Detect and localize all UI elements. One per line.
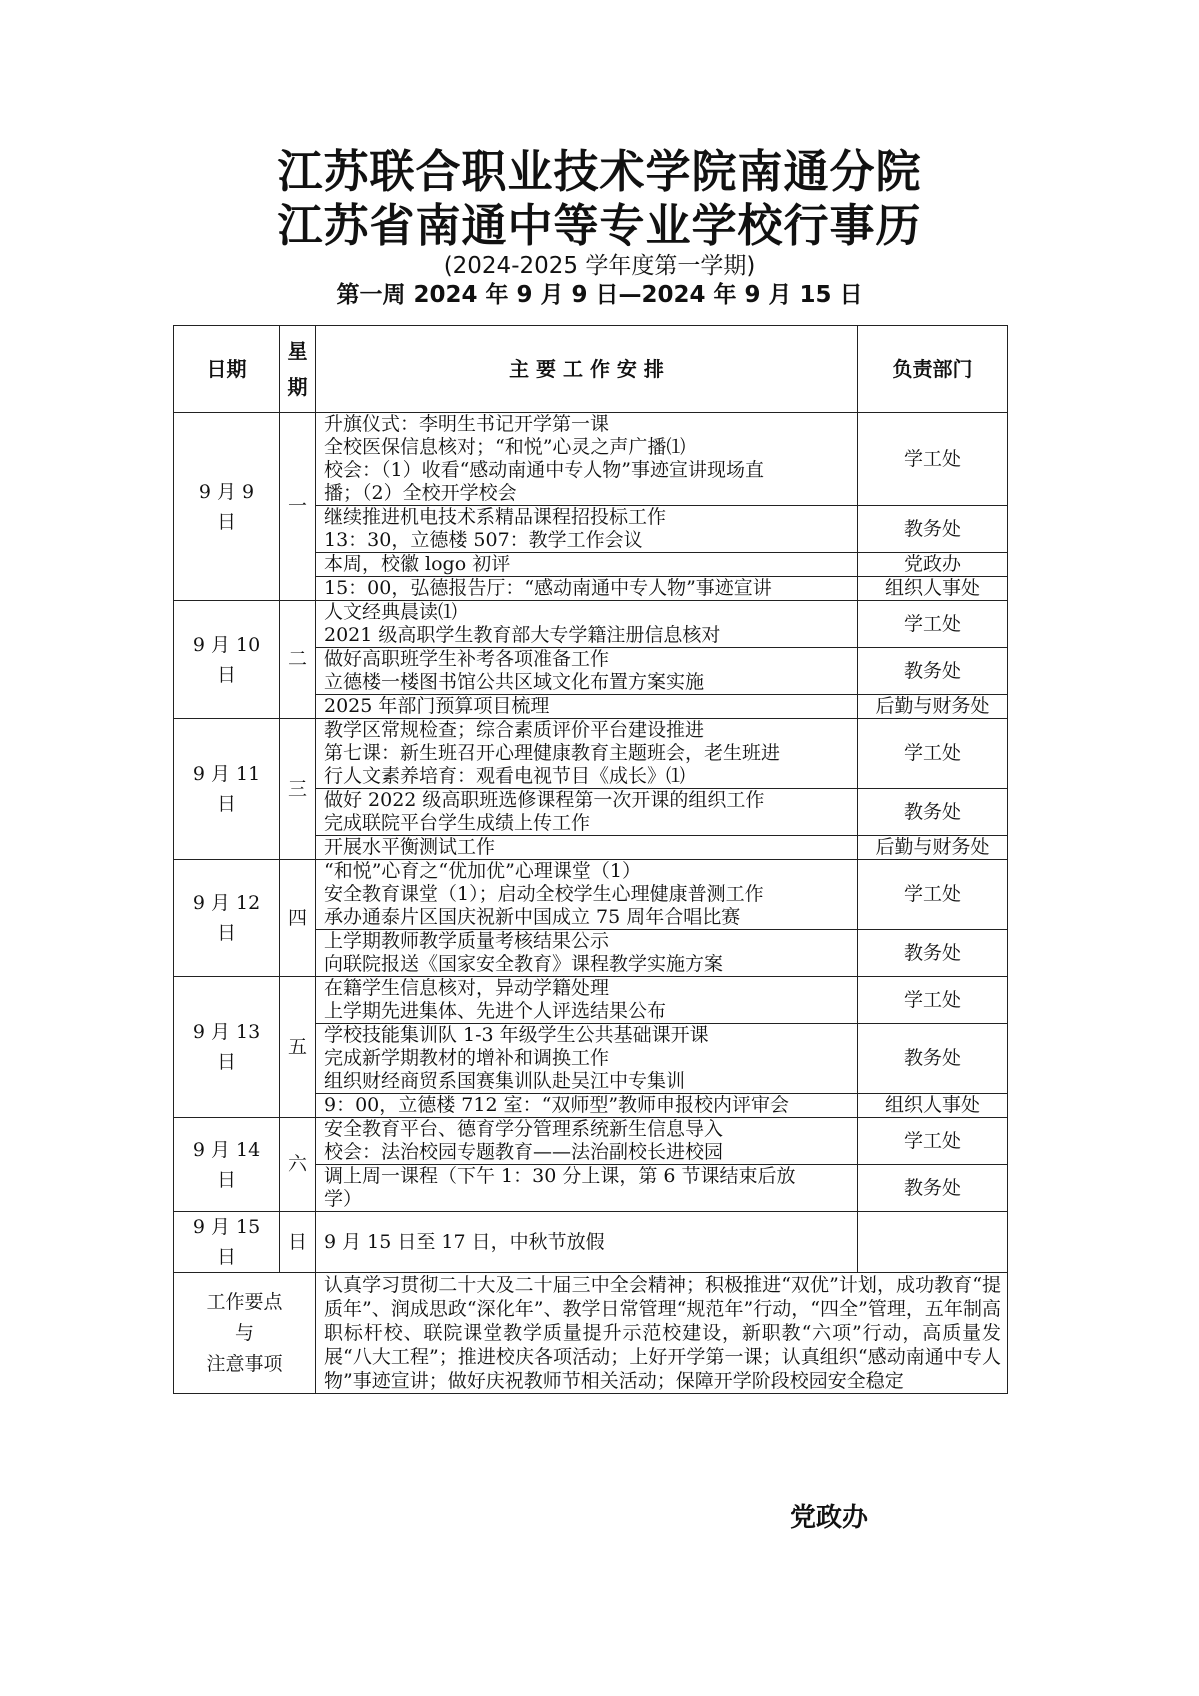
- work-line: 调上周一课程（下午 1：30 分上课，第 6 节课结束后放: [324, 1165, 796, 1187]
- responsible-dept: 后勤与财务处: [858, 836, 1008, 860]
- work-line: 安全教育平台、德育学分管理系统新生信息导入: [324, 1118, 724, 1140]
- work-line: 学）: [324, 1188, 363, 1210]
- work-items: [316, 695, 858, 719]
- work-items: [316, 648, 858, 695]
- work-line: 2025 年部门预算项目梳理: [324, 695, 550, 717]
- work-items: [316, 789, 858, 836]
- work-line: 15：00，弘德报告厅：“感动南通中专人物”事迹宣讲: [324, 577, 772, 599]
- responsible-dept: 教务处: [858, 1024, 1008, 1094]
- work-line: 向联院报送《国家安全教育》课程教学实施方案: [324, 953, 724, 975]
- responsible-dept: 教务处: [858, 1165, 1008, 1212]
- work-line: 第七课：新生班召开心理健康教育主题班会，老生班进: [324, 742, 781, 764]
- signature: 党政办: [790, 1503, 869, 1533]
- responsible-dept: 学工处: [858, 977, 1008, 1024]
- responsible-dept: 教务处: [858, 930, 1008, 977]
- responsible-dept: 学工处: [858, 1118, 1008, 1165]
- table-header-row: [174, 326, 1008, 413]
- work-line: 升旗仪式：李明生书记开学第一课: [324, 413, 610, 435]
- work-line: “和悦”心育之“优加优”心理课堂（1）: [324, 860, 641, 882]
- work-items: [316, 413, 858, 506]
- notes-text: 认真学习贯彻二十大及二十届三中全会精神；积极推进“双优”计划，成功教育“提质年”、润成思政“深化年”、教学日常管理“规范年”行动，“四全”管理，五年制高职标杆校、联院课堂教学质量提升示范校建设，新职教“六项”行动，高质量发展“八大工程”；推进校庆各项活动；上好开学第一课；认真组织“感动南通中专人物”事迹宣讲；做好庆祝教师节相关活动；保障开学阶段校园安全稳定: [316, 1273, 1008, 1394]
- day-date: 9 月 11 日: [174, 719, 280, 860]
- work-line: 承办通泰片区国庆祝新中国成立 75 周年合唱比赛: [324, 906, 741, 928]
- responsible-dept: [858, 1212, 1008, 1273]
- col-header-work: 主 要 工 作 安 排: [316, 326, 858, 413]
- work-items: [316, 1212, 858, 1273]
- work-line: 2021 级高职学生教育部大专学籍注册信息核对: [324, 624, 721, 646]
- work-line: 教学区常规检查；综合素质评价平台建设推进: [324, 719, 705, 741]
- work-line: 播；（2）全校开学校会: [324, 482, 517, 504]
- responsible-dept: 组织人事处: [858, 1094, 1008, 1118]
- work-items: [316, 1165, 858, 1212]
- col-header-date: 日期: [174, 326, 280, 413]
- responsible-dept: 教务处: [858, 789, 1008, 836]
- day-weekday: 三: [280, 719, 316, 860]
- week-range: 第一周 2024 年 9 月 9 日—2024 年 9 月 15 日: [336, 282, 863, 308]
- day-weekday: 五: [280, 977, 316, 1118]
- work-line: 校会：（1）收看“感动南通中专人物”事迹宣讲现场直: [324, 459, 765, 481]
- table-row: [174, 1212, 1008, 1273]
- work-items: [316, 506, 858, 553]
- work-items: [316, 1094, 858, 1118]
- work-line: 9：00，立德楼 712 室：“双师型”教师申报校内评审会: [324, 1094, 790, 1116]
- work-line: 上学期教师教学质量考核结果公示: [324, 930, 610, 952]
- work-line: 继续推进机电技术系精品课程招投标工作: [324, 506, 667, 528]
- table-row: [174, 601, 1008, 648]
- col-header-dept: 负责部门: [858, 326, 1008, 413]
- day-weekday: 二: [280, 601, 316, 719]
- day-date: 9 月 10 日: [174, 601, 280, 719]
- work-items: [316, 977, 858, 1024]
- responsible-dept: 组织人事处: [858, 577, 1008, 601]
- work-line: 学校技能集训队 1-3 年级学生公共基础课开课: [324, 1024, 709, 1046]
- work-items: [316, 553, 858, 577]
- responsible-dept: 学工处: [858, 601, 1008, 648]
- notes-label-line: 注意事项: [206, 1352, 283, 1375]
- responsible-dept: 教务处: [858, 648, 1008, 695]
- work-items: [316, 836, 858, 860]
- work-items: [316, 577, 858, 601]
- table-row: [174, 719, 1008, 789]
- responsible-dept: 学工处: [858, 719, 1008, 789]
- work-items: [316, 1118, 858, 1165]
- day-weekday: 六: [280, 1118, 316, 1212]
- day-weekday: 四: [280, 860, 316, 977]
- day-weekday: 日: [280, 1212, 316, 1273]
- day-weekday: 一: [280, 413, 316, 601]
- title-line-1: 江苏联合职业技术学院南通分院: [277, 145, 922, 198]
- work-items: [316, 930, 858, 977]
- notes-label-line: 工作要点: [206, 1290, 283, 1313]
- work-line: 上学期先进集体、先进个人评选结果公布: [324, 1000, 667, 1022]
- responsible-dept: 学工处: [858, 413, 1008, 506]
- work-items: [316, 601, 858, 648]
- work-line: 校会：法治校园专题教育——法治副校长进校园: [324, 1141, 724, 1163]
- day-date: 9 月 9 日: [174, 413, 280, 601]
- work-line: 做好高职班学生补考各项准备工作: [324, 648, 610, 670]
- work-line: 9 月 15 日至 17 日，中秋节放假: [324, 1230, 605, 1253]
- work-line: 人文经典晨读⑴: [324, 601, 458, 623]
- work-line: 本周，校徽 logo 初评: [324, 553, 511, 575]
- work-line: 全校医保信息核对；“和悦”心灵之声广播⑴: [324, 436, 686, 458]
- notes-row: [174, 1273, 1008, 1394]
- title-line-2: 江苏省南通中等专业学校行事历: [277, 199, 922, 252]
- day-date: 9 月 15 日: [174, 1212, 280, 1273]
- work-line: 在籍学生信息核对，异动学籍处理: [324, 977, 610, 999]
- work-line: 安全教育课堂（1）；启动全校学生心理健康普测工作: [324, 883, 764, 905]
- work-line: 立德楼一楼图书馆公共区域文化布置方案实施: [324, 671, 705, 693]
- work-items: [316, 719, 858, 789]
- work-line: 完成新学期教材的增补和调换工作: [324, 1047, 610, 1069]
- col-header-weekday: 星期: [280, 326, 316, 413]
- work-line: 开展水平衡测试工作: [324, 836, 496, 858]
- work-line: 做好 2022 级高职班选修课程第一次开课的组织工作: [324, 789, 765, 811]
- table-row: [174, 977, 1008, 1024]
- responsible-dept: 教务处: [858, 506, 1008, 553]
- work-line: 完成联院平台学生成绩上传工作: [324, 812, 591, 834]
- work-items: [316, 860, 858, 930]
- work-items: [316, 1024, 858, 1094]
- table-row: [174, 1118, 1008, 1165]
- table-row: [174, 413, 1008, 506]
- table-row: [174, 860, 1008, 930]
- semester-subtitle: (2024-2025 学年度第一学期): [443, 253, 756, 279]
- work-line: 13：30，立德楼 507：教学工作会议: [324, 529, 643, 551]
- notes-label-line: 与: [234, 1321, 254, 1344]
- schedule-table: [173, 325, 1008, 1394]
- notes-label: [174, 1273, 316, 1394]
- day-date: 9 月 13 日: [174, 977, 280, 1118]
- responsible-dept: 学工处: [858, 860, 1008, 930]
- responsible-dept: 党政办: [858, 553, 1008, 577]
- responsible-dept: 后勤与财务处: [858, 695, 1008, 719]
- day-date: 9 月 14 日: [174, 1118, 280, 1212]
- work-line: 行人文素养培育：观看电视节目《成长》⑴: [324, 765, 686, 787]
- day-date: 9 月 12 日: [174, 860, 280, 977]
- work-line: 组织财经商贸系国赛集训队赴吴江中专集训: [324, 1070, 686, 1092]
